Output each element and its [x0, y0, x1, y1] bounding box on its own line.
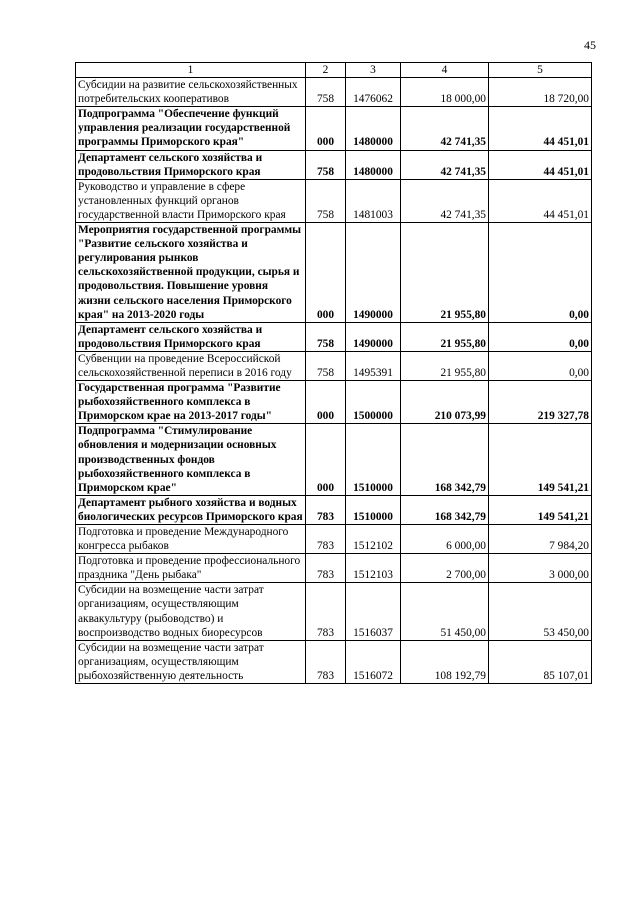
row-target-code-cell: 1510000: [346, 424, 401, 495]
row-name-cell: Субсидии на возмещение части затрат организациям, осуществляющим аквакультуру (рыбоводство) и воспроизводство водных биоресурсов: [76, 583, 306, 640]
row-dept-code-cell: 000: [306, 381, 346, 424]
row-target-code-cell: 1516037: [346, 583, 401, 640]
row-amount-2-cell: 53 450,00: [489, 583, 592, 640]
row-name-cell: Руководство и управление в сфере установленных функций органов государственной власти Приморского края: [76, 179, 306, 222]
row-amount-1-cell: 18 000,00: [401, 78, 489, 107]
row-amount-1-cell: 210 073,99: [401, 381, 489, 424]
table-row: [76, 78, 592, 107]
row-target-code-cell: 1516072: [346, 640, 401, 683]
row-name-cell: Подготовка и проведение профессионального праздника "День рыбака": [76, 554, 306, 583]
row-target-code-cell: 1481003: [346, 179, 401, 222]
row-amount-2-cell: 0,00: [489, 351, 592, 380]
row-dept-code-cell: 758: [306, 351, 346, 380]
row-amount-1-cell: 21 955,80: [401, 351, 489, 380]
row-dept-code-cell: 783: [306, 583, 346, 640]
row-name-cell: Подпрограмма "Обеспечение функций управления реализации государственной программы Приморского края": [76, 107, 306, 150]
row-name-cell: Субсидии на возмещение части затрат организациям, осуществляющим рыбохозяйственную деятельность: [76, 640, 306, 683]
row-dept-code-cell: 000: [306, 223, 346, 323]
row-dept-code-cell: 783: [306, 554, 346, 583]
row-target-code-cell: 1512103: [346, 554, 401, 583]
row-amount-2-cell: 0,00: [489, 223, 592, 323]
row-target-code-cell: 1490000: [346, 322, 401, 351]
row-amount-2-cell: 44 451,01: [489, 150, 592, 179]
row-name-cell: Департамент сельского хозяйства и продовольствия Приморского края: [76, 150, 306, 179]
table-row: [76, 150, 592, 179]
row-amount-1-cell: 21 955,80: [401, 322, 489, 351]
column-header-1: 1: [76, 63, 306, 78]
page-number: 45: [584, 38, 596, 52]
row-target-code-cell: 1495391: [346, 351, 401, 380]
table-row: [76, 424, 592, 495]
row-target-code-cell: 1490000: [346, 223, 401, 323]
row-amount-1-cell: 6 000,00: [401, 525, 489, 554]
row-amount-2-cell: 3 000,00: [489, 554, 592, 583]
row-amount-1-cell: 168 342,79: [401, 424, 489, 495]
row-amount-2-cell: 44 451,01: [489, 179, 592, 222]
column-header-2: 2: [306, 63, 346, 78]
row-amount-2-cell: 219 327,78: [489, 381, 592, 424]
row-dept-code-cell: 783: [306, 640, 346, 683]
row-amount-2-cell: 85 107,01: [489, 640, 592, 683]
table-row: [76, 525, 592, 554]
column-header-4: 4: [401, 63, 489, 78]
row-dept-code-cell: 758: [306, 78, 346, 107]
row-dept-code-cell: 758: [306, 150, 346, 179]
table-row: [76, 495, 592, 524]
row-dept-code-cell: 758: [306, 179, 346, 222]
row-dept-code-cell: 783: [306, 525, 346, 554]
row-name-cell: Мероприятия государственной программы "Развитие сельского хозяйства и регулирования рынков сельскохозяйственной продукции, сырья и продовольствия. Повышение уровня жизни сельского населения Приморского края" на 2013-2020 годы: [76, 223, 306, 323]
row-name-cell: Департамент сельского хозяйства и продовольствия Приморского края: [76, 322, 306, 351]
row-target-code-cell: 1476062: [346, 78, 401, 107]
row-amount-2-cell: 0,00: [489, 322, 592, 351]
row-dept-code-cell: 783: [306, 495, 346, 524]
row-amount-1-cell: 42 741,35: [401, 107, 489, 150]
row-target-code-cell: 1480000: [346, 150, 401, 179]
budget-table: [75, 62, 592, 684]
row-target-code-cell: 1500000: [346, 381, 401, 424]
row-dept-code-cell: 000: [306, 424, 346, 495]
table-row: [76, 351, 592, 380]
row-amount-2-cell: 7 984,20: [489, 525, 592, 554]
table-row: [76, 554, 592, 583]
column-header-5: 5: [489, 63, 592, 78]
table-row: [76, 322, 592, 351]
row-name-cell: Субсидии на развитие сельскохозяйственных потребительских кооперативов: [76, 78, 306, 107]
row-target-code-cell: 1510000: [346, 495, 401, 524]
row-target-code-cell: 1480000: [346, 107, 401, 150]
row-name-cell: Государственная программа "Развитие рыбохозяйственного комплекса в Приморском крае на 2013-2017 годы": [76, 381, 306, 424]
table-row: [76, 179, 592, 222]
row-name-cell: Департамент рыбного хозяйства и водных биологических ресурсов Приморского края: [76, 495, 306, 524]
row-amount-1-cell: 21 955,80: [401, 223, 489, 323]
table-row: [76, 583, 592, 640]
row-amount-1-cell: 168 342,79: [401, 495, 489, 524]
table-row: [76, 640, 592, 683]
table-row: [76, 223, 592, 323]
row-amount-2-cell: 18 720,00: [489, 78, 592, 107]
row-dept-code-cell: 000: [306, 107, 346, 150]
row-amount-2-cell: 149 541,21: [489, 495, 592, 524]
row-amount-1-cell: 108 192,79: [401, 640, 489, 683]
row-name-cell: Подготовка и проведение Международного конгресса рыбаков: [76, 525, 306, 554]
row-amount-2-cell: 44 451,01: [489, 107, 592, 150]
row-name-cell: Подпрограмма "Стимулирование обновления и модернизации основных производственных фондов рыбохозяйственного комплекса в Приморском крае": [76, 424, 306, 495]
table-row: [76, 381, 592, 424]
table-body: [76, 78, 592, 684]
row-amount-1-cell: 2 700,00: [401, 554, 489, 583]
row-name-cell: Субвенции на проведение Всероссийской сельскохозяйственной переписи в 2016 году: [76, 351, 306, 380]
row-amount-1-cell: 42 741,35: [401, 179, 489, 222]
table-row: [76, 107, 592, 150]
row-amount-2-cell: 149 541,21: [489, 424, 592, 495]
row-amount-1-cell: 51 450,00: [401, 583, 489, 640]
table-header-row: [76, 63, 592, 78]
row-amount-1-cell: 42 741,35: [401, 150, 489, 179]
row-dept-code-cell: 758: [306, 322, 346, 351]
column-header-3: 3: [346, 63, 401, 78]
row-target-code-cell: 1512102: [346, 525, 401, 554]
